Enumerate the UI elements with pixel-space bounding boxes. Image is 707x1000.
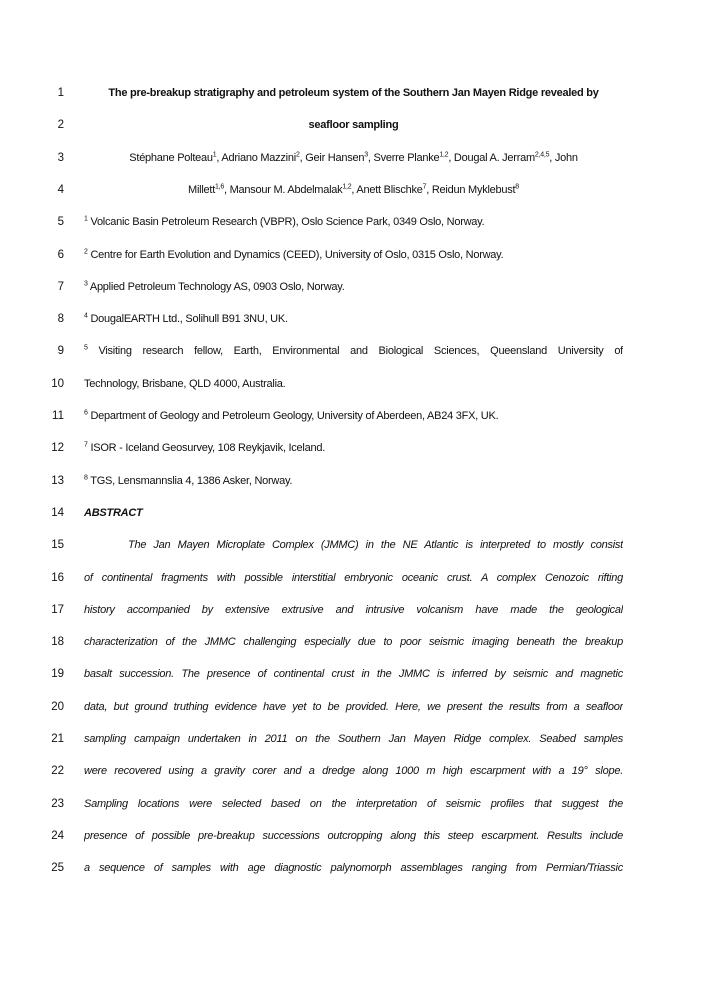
text-segment: characterization of the JMMC challenging especially due to poor seismic imaging beneath the breakup: [84, 636, 623, 649]
line-text: [84, 84, 623, 102]
text-segment: a sequence of samples with age diagnostic palynomorph assemblages ranging from Permian/Triassic: [84, 862, 623, 875]
affiliation-superscript: 1,2: [439, 150, 449, 158]
text-segment: , Anett Blischke: [351, 183, 423, 196]
text-segment: Department of Geology and Petroleum Geology, University of Aberdeen, AB24 3FX, UK.: [87, 410, 499, 422]
manuscript-line: [0, 633, 707, 651]
manuscript-line: [0, 665, 707, 683]
manuscript-line: [0, 375, 707, 393]
manuscript-line: [0, 859, 707, 877]
text-segment: DougalEARTH Ltd., Solihull B91 3NU, UK.: [87, 313, 288, 326]
manuscript-line: [0, 246, 707, 264]
text-segment: , Reidun Myklebust: [426, 183, 516, 196]
text-segment: , Dougal A. Jerram: [448, 151, 535, 164]
line-text: [84, 278, 623, 296]
manuscript-line: [0, 439, 707, 457]
line-text: [84, 633, 623, 651]
affiliation-superscript: 3: [364, 150, 368, 158]
line-number: 24: [51, 829, 64, 842]
text-segment: The pre-breakup stratigraphy and petroleum system of the Southern Jan Mayen Ridge revealed by: [108, 87, 599, 99]
text-segment: of continental fragments with possible interstitial embryonic oceanic crust. A complex Cenozoic rifting: [84, 571, 623, 584]
line-text: [84, 795, 623, 813]
line-number: 16: [51, 571, 64, 584]
line-number: 21: [51, 733, 64, 745]
line-number: 6: [57, 248, 64, 261]
line-number: 25: [51, 862, 64, 875]
text-segment: Centre for Earth Evolution and Dynamics (CEED), University of Oslo, 0315 Oslo, Norway.: [87, 248, 504, 261]
line-number: 11: [52, 410, 64, 422]
manuscript-line: [0, 762, 707, 780]
text-segment: sampling campaign undertaken in 2011 on the Southern Jan Mayen Ridge complex. Seabed samples: [84, 733, 623, 745]
affiliation-superscript: 5: [84, 344, 88, 352]
manuscript-line: [0, 472, 707, 490]
text-segment: Volcanic Basin Petroleum Research (VBPR), Oslo Science Park, 0349 Oslo, Norway.: [87, 216, 485, 229]
affiliation-superscript: 7: [84, 441, 88, 449]
line-number: 9: [57, 345, 64, 358]
manuscript-line: [0, 84, 707, 102]
line-text: [84, 665, 623, 683]
line-number: 12: [51, 442, 64, 455]
affiliation-superscript: 6: [84, 409, 88, 417]
affiliation-superscript: 2: [295, 150, 300, 158]
line-number: 8: [57, 313, 64, 326]
text-segment: Sampling locations were selected based on the interpretation of seismic profiles that suggest the: [84, 797, 623, 810]
line-text: [84, 601, 623, 619]
line-text: [84, 762, 623, 780]
line-text: [84, 246, 623, 264]
line-number: 5: [57, 216, 64, 229]
text-segment: data, but ground truthing evidence have yet to be provided. Here, we present the results from a seafloor: [84, 700, 623, 713]
text-segment: history accompanied by extensive extrusive and intrusive volcanism have made the geological: [84, 603, 623, 616]
text-segment: , Adriano Mazzini: [216, 151, 296, 164]
line-number: 18: [51, 636, 64, 649]
line-number: 19: [51, 668, 64, 681]
text-segment: TGS, Lensmannslia 4, 1386 Asker, Norway.: [87, 474, 293, 487]
text-segment: Technology, Brisbane, QLD 4000, Australia.: [84, 377, 286, 390]
line-number: 14: [51, 506, 64, 519]
line-text: [84, 149, 623, 167]
affiliation-superscript: 8: [84, 473, 88, 481]
line-text: [84, 698, 623, 716]
line-text: [84, 407, 623, 425]
line-text: [84, 859, 623, 877]
text-segment: , Mansour M. Abdelmalak: [224, 183, 343, 196]
line-number: 23: [51, 797, 64, 810]
manuscript-line: [0, 569, 707, 587]
affiliation-superscript: 1,2: [342, 183, 352, 191]
affiliation-superscript: 1,6: [215, 183, 225, 191]
affiliation-superscript: 7: [422, 183, 427, 191]
text-segment: , John: [549, 151, 578, 164]
text-segment: , Sverre Planke: [367, 151, 440, 164]
manuscript-line: [0, 407, 707, 425]
line-text: [84, 181, 623, 199]
manuscript-line: [0, 698, 707, 716]
manuscript-line: [0, 149, 707, 167]
manuscript-line: [0, 181, 707, 199]
line-text: [84, 116, 623, 134]
line-text: [84, 310, 623, 328]
manuscript-line: [0, 601, 707, 619]
manuscript-line: [0, 730, 707, 748]
manuscript-line: [0, 504, 707, 522]
line-number: 1: [57, 87, 64, 99]
line-number: 17: [51, 603, 64, 616]
text-segment: seafloor sampling: [308, 119, 399, 132]
affiliation-superscript: 3: [84, 280, 88, 288]
line-text: [84, 472, 623, 490]
line-text: [84, 569, 623, 587]
line-text: [84, 536, 623, 554]
affiliation-superscript: 4: [84, 312, 88, 320]
affiliation-superscript: 2: [84, 247, 88, 255]
line-text: [84, 375, 623, 393]
manuscript-line: [0, 213, 707, 231]
affiliation-superscript: 1: [212, 150, 217, 158]
affiliation-superscript: 8: [515, 183, 519, 191]
manuscript-line: [0, 310, 707, 328]
text-segment: The Jan Mayen Microplate Complex (JMMC) in the NE Atlantic is interpreted to mostly consist: [128, 539, 623, 552]
line-text: [84, 342, 623, 360]
affiliation-superscript: 2,4,5: [534, 150, 550, 158]
text-segment: Visiting research fellow, Earth, Environmental and Biological Sciences, Queensland University of: [87, 345, 623, 358]
line-number: 13: [51, 474, 64, 487]
text-segment: were recovered using a gravity corer and a dredge along 1000 m high escarpment with a 19° slope.: [84, 765, 623, 778]
text-segment: Applied Petroleum Technology AS, 0903 Oslo, Norway.: [87, 280, 345, 293]
line-text: [84, 730, 623, 748]
line-text: [84, 439, 623, 457]
manuscript-line: [0, 116, 707, 134]
manuscript-line: [0, 827, 707, 845]
text-segment: ISOR - Iceland Geosurvey, 108 Reykjavik, Iceland.: [87, 442, 326, 455]
manuscript-line: [0, 342, 707, 360]
line-text: [84, 213, 623, 231]
line-number: 3: [57, 151, 64, 164]
line-number: 7: [57, 280, 64, 293]
line-text: [84, 827, 623, 845]
line-text: [84, 504, 623, 522]
text-segment: presence of possible pre-breakup successions outcropping along this steep escarpment. Results include: [84, 829, 623, 842]
manuscript-line: [0, 278, 707, 296]
affiliation-superscript: 1: [84, 215, 88, 223]
manuscript-line: [0, 795, 707, 813]
text-segment: ABSTRACT: [84, 506, 143, 519]
line-number: 10: [51, 377, 64, 390]
line-number: 22: [51, 765, 64, 778]
line-number: 4: [57, 183, 64, 196]
line-number: 15: [51, 539, 64, 552]
text-segment: Millett: [188, 183, 216, 196]
text-segment: basalt succession. The presence of continental crust in the JMMC is inferred by seismic and magnetic: [84, 668, 623, 681]
text-segment: , Geir Hansen: [299, 151, 365, 164]
line-number: 20: [51, 700, 64, 713]
line-number: 2: [57, 119, 64, 132]
manuscript-line: [0, 536, 707, 554]
text-segment: Stéphane Polteau: [129, 151, 213, 164]
